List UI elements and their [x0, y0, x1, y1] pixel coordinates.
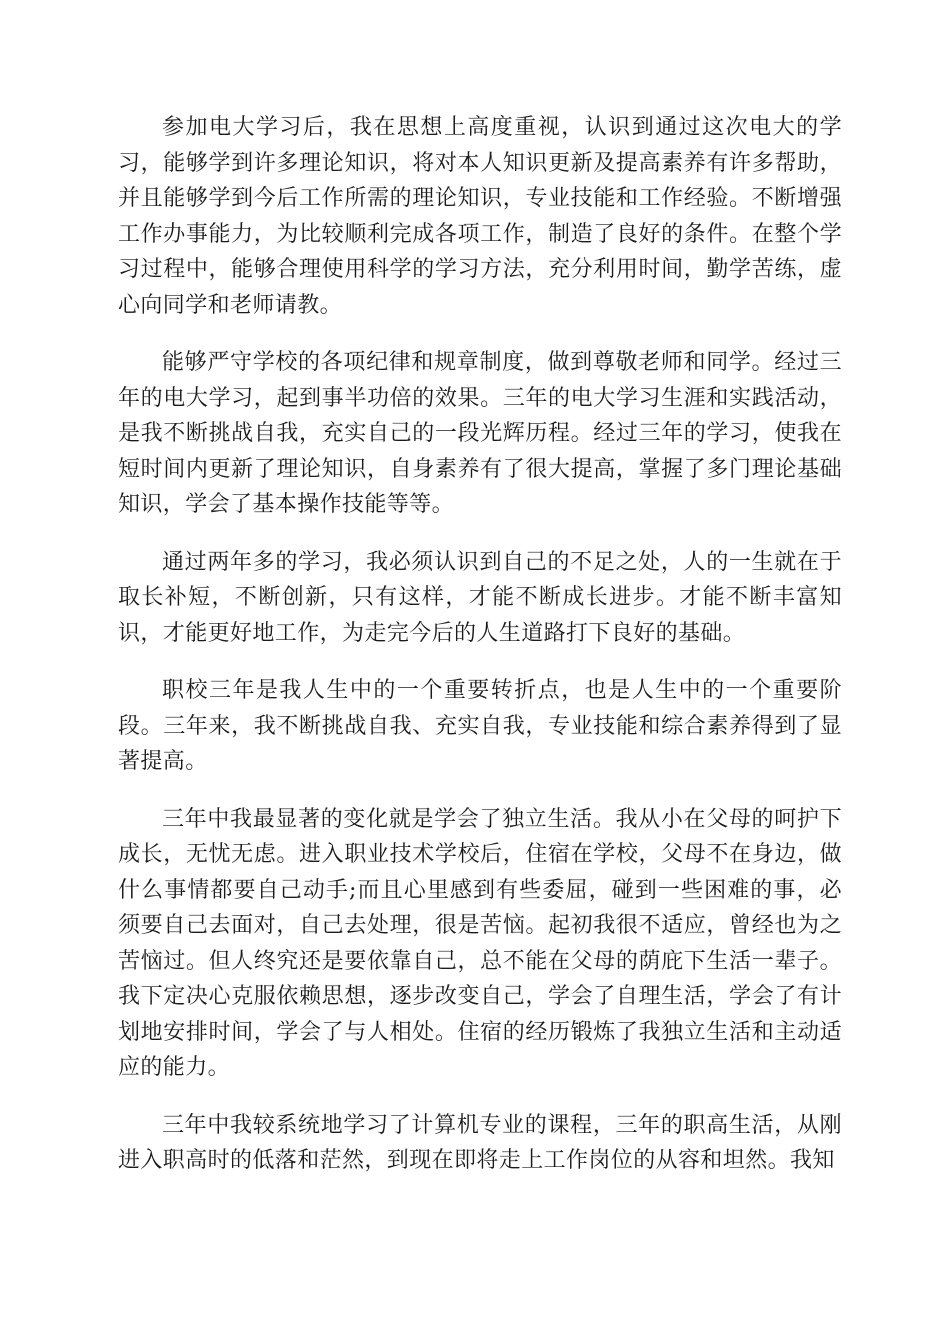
paragraph-3: 通过两年多的学习，我必须认识到自己的不足之处，人的一生就在于取长补短，不断创新，只有这样，才能不断成长进步。才能不断丰富知识，才能更好地工作，为走完今后的人生道路打下良好的基础。: [118, 549, 842, 646]
paragraph-1: 参加电大学习后，我在思想上高度重视，认识到通过这次电大的学习，能够学到许多理论知识，将对本人知识更新及提高素养有许多帮助，并且能够学到今后工作所需的理论知识，专业技能和工作经验。不断增强工作办事能力，为比较顺利完成各项工作，制造了良好的条件。在整个学习过程中，能够合理使用科学的学习方法，充分利用时间，勤学苦练，虚心向同学和老师请教。: [118, 115, 842, 318]
paragraph-4: 职校三年是我人生中的一个重要转折点，也是人生中的一个重要阶段。三年来，我不断挑战自我、充实自我，专业技能和综合素养得到了显著提高。: [118, 678, 842, 774]
paragraph-5: 三年中我最显著的变化就是学会了独立生活。我从小在父母的呵护下成长，无忧无虑。进入职业技术学校后，住宿在学校，父母不在身边，做什么事情都要自己动手;而且心里感到有些委屈，碰到一些困难的事，必须要自己去面对，自己去处理，很是苦恼。起初我很不适应，曾经也为之苦恼过。但人终究还是要依靠自己，总不能在父母的荫庇下生活一辈子。我下定决心克服依赖思想，逐步改变自己，学会了自理生活，学会了有计划地安排时间，学会了与人相处。住宿的经历锻炼了我独立生活和主动适应的能力。: [118, 806, 842, 1080]
paragraph-6: 三年中我较系统地学习了计算机专业的课程，三年的职高生活，从刚进入职高时的低落和茫然，到现在即将走上工作岗位的从容和坦然。我知: [118, 1112, 842, 1173]
paragraph-2: 能够严守学校的各项纪律和规章制度，做到尊敬老师和同学。经过三年的电大学习，起到事半功倍的效果。三年的电大学习生涯和实践活动，是我不断挑战自我，充实自己的一段光辉历程。经过三年的学习，使我在短时间内更新了理论知识，自身素养有了很大提高，掌握了多门理论基础知识，学会了基本操作技能等等。: [118, 350, 842, 517]
